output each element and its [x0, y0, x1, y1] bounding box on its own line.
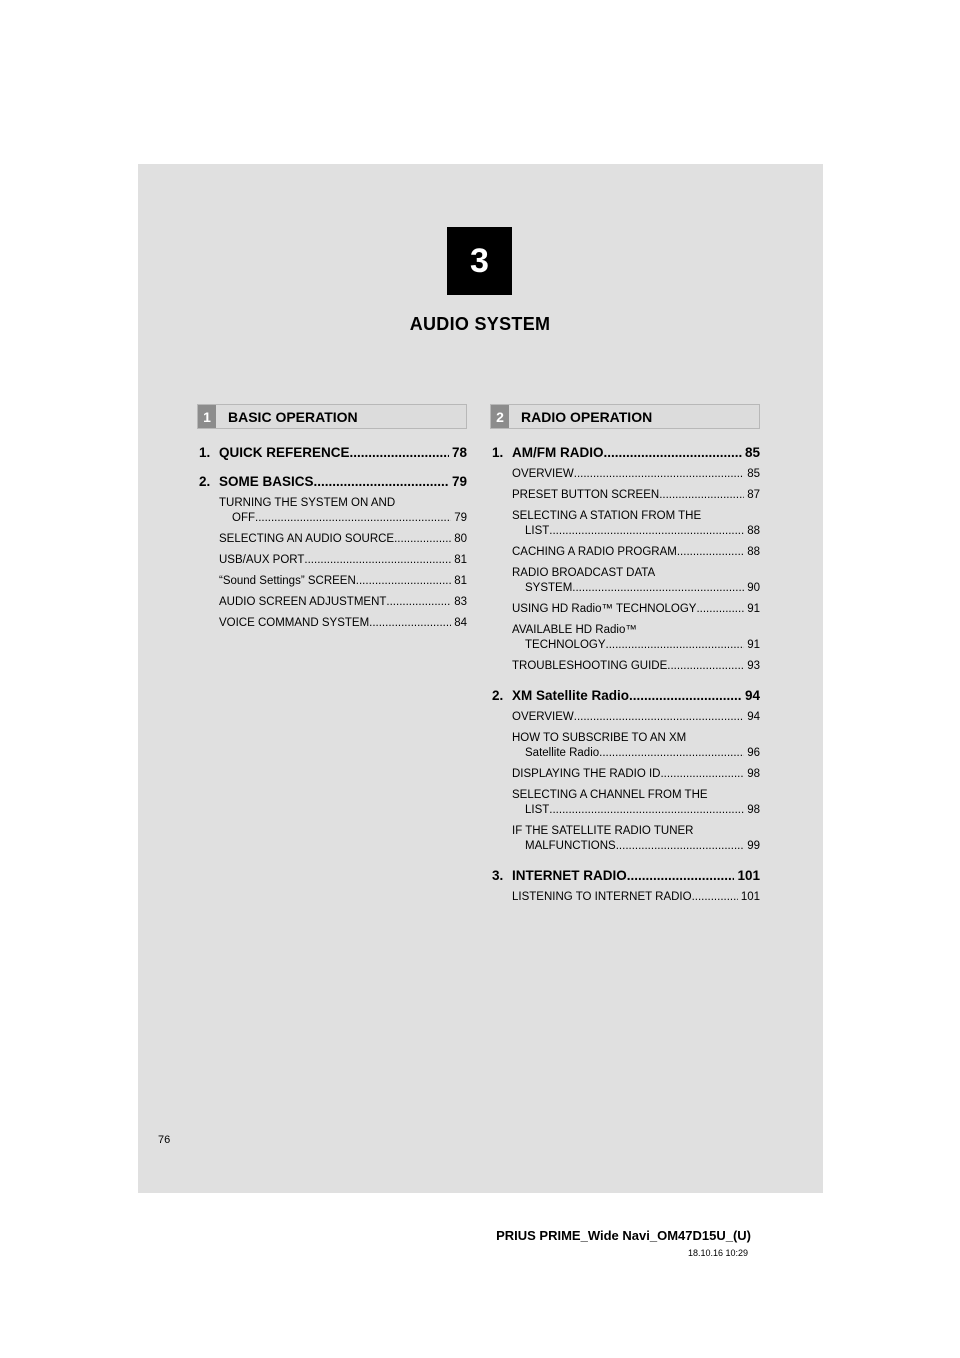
toc-entry[interactable] — [492, 868, 760, 883]
leader-dots — [255, 511, 451, 526]
toc-subentry-title: RADIO BROADCAST DATA — [512, 567, 656, 579]
toc-subentry-title: USING HD Radio™ TECHNOLOGY — [512, 603, 697, 615]
toc-subentry-title: MALFUNCTIONS — [525, 840, 616, 852]
leader-dots — [350, 445, 449, 460]
toc-entry[interactable] — [199, 474, 467, 489]
leader-dots — [599, 746, 744, 761]
toc-entry[interactable] — [492, 445, 760, 460]
leader-dots — [549, 803, 744, 818]
toc-subentry[interactable] — [512, 467, 760, 482]
section-number: 1 — [198, 405, 216, 428]
toc-subentry-page: 98 — [747, 768, 760, 780]
toc-subentry-page: 94 — [747, 711, 760, 723]
toc-subentry-page: 96 — [747, 747, 760, 759]
toc-entry-number: 2. — [492, 688, 504, 703]
toc-subentry-title: AVAILABLE HD Radio™ — [512, 624, 637, 636]
toc-subentry-page: 91 — [747, 603, 760, 615]
leader-dots — [677, 545, 744, 560]
leader-dots — [616, 839, 744, 854]
toc-subentry-title: SELECTING AN AUDIO SOURCE — [219, 533, 395, 545]
toc-subentry[interactable] — [219, 574, 467, 589]
toc-subentry-title: USB/AUX PORT — [219, 554, 305, 566]
leader-dots — [386, 595, 451, 610]
toc-subentry-title: SELECTING A CHANNEL FROM THE — [512, 789, 708, 801]
toc-subentry-page: 88 — [747, 525, 760, 537]
toc-subentry[interactable] — [512, 767, 760, 782]
toc-subentry-title: TECHNOLOGY — [525, 639, 606, 651]
toc-entry-page: 79 — [451, 474, 467, 489]
toc-subentry-title: LISTENING TO INTERNET RADIO — [512, 891, 692, 903]
leader-dots — [667, 659, 744, 674]
section-title: RADIO OPERATION — [521, 408, 653, 425]
toc-subentry-title: DISPLAYING THE RADIO ID — [512, 768, 661, 780]
chapter-title: AUDIO SYSTEM — [409, 314, 551, 334]
toc-subentry[interactable] — [219, 616, 467, 631]
toc-subentry-title: VOICE COMMAND SYSTEM — [219, 617, 370, 629]
toc-subentry-page: 83 — [454, 596, 467, 608]
chapter-number: 3 — [470, 241, 489, 280]
toc-subentry-page: 99 — [747, 840, 760, 852]
section-title: BASIC OPERATION — [228, 408, 358, 425]
page-number: 76 — [158, 1134, 171, 1146]
toc-subentry-title: SYSTEM — [525, 582, 573, 594]
section-number: 2 — [491, 405, 509, 428]
toc-subentry[interactable] — [219, 496, 467, 526]
toc-entry-number: 1. — [492, 445, 504, 460]
toc-column-right — [492, 445, 760, 911]
toc-entry[interactable] — [199, 445, 467, 460]
toc-subentry[interactable] — [512, 602, 760, 617]
toc-subentry-page: 85 — [747, 468, 760, 480]
leader-dots — [574, 710, 744, 725]
toc-entry-page: 85 — [744, 445, 760, 460]
toc-subentry-title: OVERVIEW — [512, 711, 574, 723]
leader-dots — [606, 638, 745, 653]
toc-subentry-page: 87 — [747, 489, 760, 501]
leader-dots — [549, 524, 744, 539]
leader-dots — [604, 445, 742, 460]
toc-entry-title: SOME BASICS — [219, 474, 314, 489]
print-timestamp: 18.10.16 10:29 — [687, 1248, 748, 1258]
leader-dots — [627, 868, 735, 883]
toc-subentry-title: Satellite Radio — [525, 747, 600, 759]
toc-entry-number: 3. — [492, 868, 504, 883]
toc-subentry-title: CACHING A RADIO PROGRAM — [512, 546, 677, 558]
toc-subentry-page: 93 — [747, 660, 760, 672]
toc-subentry[interactable] — [219, 553, 467, 568]
toc-subentry[interactable] — [512, 731, 760, 761]
toc-subentry-title: AUDIO SCREEN ADJUSTMENT — [219, 596, 387, 608]
toc-subentry-page: 81 — [454, 554, 467, 566]
toc-subentry-page: 101 — [740, 891, 760, 903]
toc-entry-page: 78 — [451, 445, 467, 460]
section-header-radio-operation — [490, 404, 760, 429]
toc-entry-title: QUICK REFERENCE — [219, 445, 350, 460]
toc-subentry[interactable] — [512, 566, 760, 596]
toc-subentry-title: IF THE SATELLITE RADIO TUNER — [512, 825, 694, 837]
section-header-basic-operation — [197, 404, 467, 429]
leader-dots — [659, 488, 744, 503]
toc-entry-number: 1. — [199, 445, 211, 460]
toc-subentry-title: “Sound Settings” SCREEN — [219, 575, 356, 587]
toc-subentry[interactable] — [512, 788, 760, 818]
leader-dots — [314, 474, 449, 489]
toc-column-left — [199, 445, 467, 637]
toc-entry-number: 2. — [199, 474, 211, 489]
toc-subentry[interactable] — [512, 509, 760, 539]
toc-subentry-title: PRESET BUTTON SCREEN — [512, 489, 660, 501]
leader-dots — [304, 553, 451, 568]
leader-dots — [574, 467, 744, 482]
toc-subentry[interactable] — [512, 659, 760, 674]
toc-subentry-title: LIST — [525, 804, 550, 816]
leader-dots — [629, 688, 742, 703]
toc-entry-title: INTERNET RADIO — [512, 868, 627, 883]
toc-subentry[interactable] — [512, 545, 760, 560]
leader-dots — [572, 581, 744, 596]
toc-subentry[interactable] — [512, 890, 760, 905]
toc-entry-title: XM Satellite Radio — [512, 688, 630, 703]
toc-entry[interactable] — [492, 688, 760, 703]
toc-subentry-page: 84 — [454, 617, 467, 629]
toc-subentry[interactable] — [512, 710, 760, 725]
leader-dots — [696, 602, 744, 617]
toc-subentry-title: OFF — [232, 512, 255, 524]
toc-subentry-title: TURNING THE SYSTEM ON AND — [219, 497, 396, 509]
toc-entry-page: 94 — [744, 688, 760, 703]
toc-subentry-page: 79 — [454, 512, 467, 524]
toc-subentry[interactable] — [219, 595, 467, 610]
toc-subentry-title: HOW TO SUBSCRIBE TO AN XM — [512, 732, 687, 744]
toc-subentry[interactable] — [219, 532, 467, 547]
toc-entry-page: 101 — [737, 868, 760, 883]
toc-subentry[interactable] — [512, 623, 760, 653]
toc-subentry-title: LIST — [525, 525, 550, 537]
toc-subentry[interactable] — [512, 824, 760, 854]
leader-dots — [356, 574, 451, 589]
toc-subentry-page: 80 — [454, 533, 467, 545]
leader-dots — [394, 532, 451, 547]
chapter-number-box — [447, 227, 512, 295]
toc-subentry-page: 98 — [747, 804, 760, 816]
toc-subentry[interactable] — [512, 488, 760, 503]
toc-entry-title: AM/FM RADIO — [512, 445, 604, 460]
document-id: PRIUS PRIME_Wide Navi_OM47D15U_(U) — [496, 1228, 751, 1243]
toc-subentry-title: TROUBLESHOOTING GUIDE — [512, 660, 668, 672]
toc-subentry-page: 81 — [454, 575, 467, 587]
toc-subentry-title: SELECTING A STATION FROM THE — [512, 510, 702, 522]
toc-subentry-page: 90 — [747, 582, 760, 594]
toc-subentry-title: OVERVIEW — [512, 468, 574, 480]
leader-dots — [692, 890, 738, 905]
toc-subentry-page: 88 — [747, 546, 760, 558]
leader-dots — [369, 616, 451, 631]
toc-subentry-page: 91 — [747, 639, 760, 651]
leader-dots — [660, 767, 744, 782]
